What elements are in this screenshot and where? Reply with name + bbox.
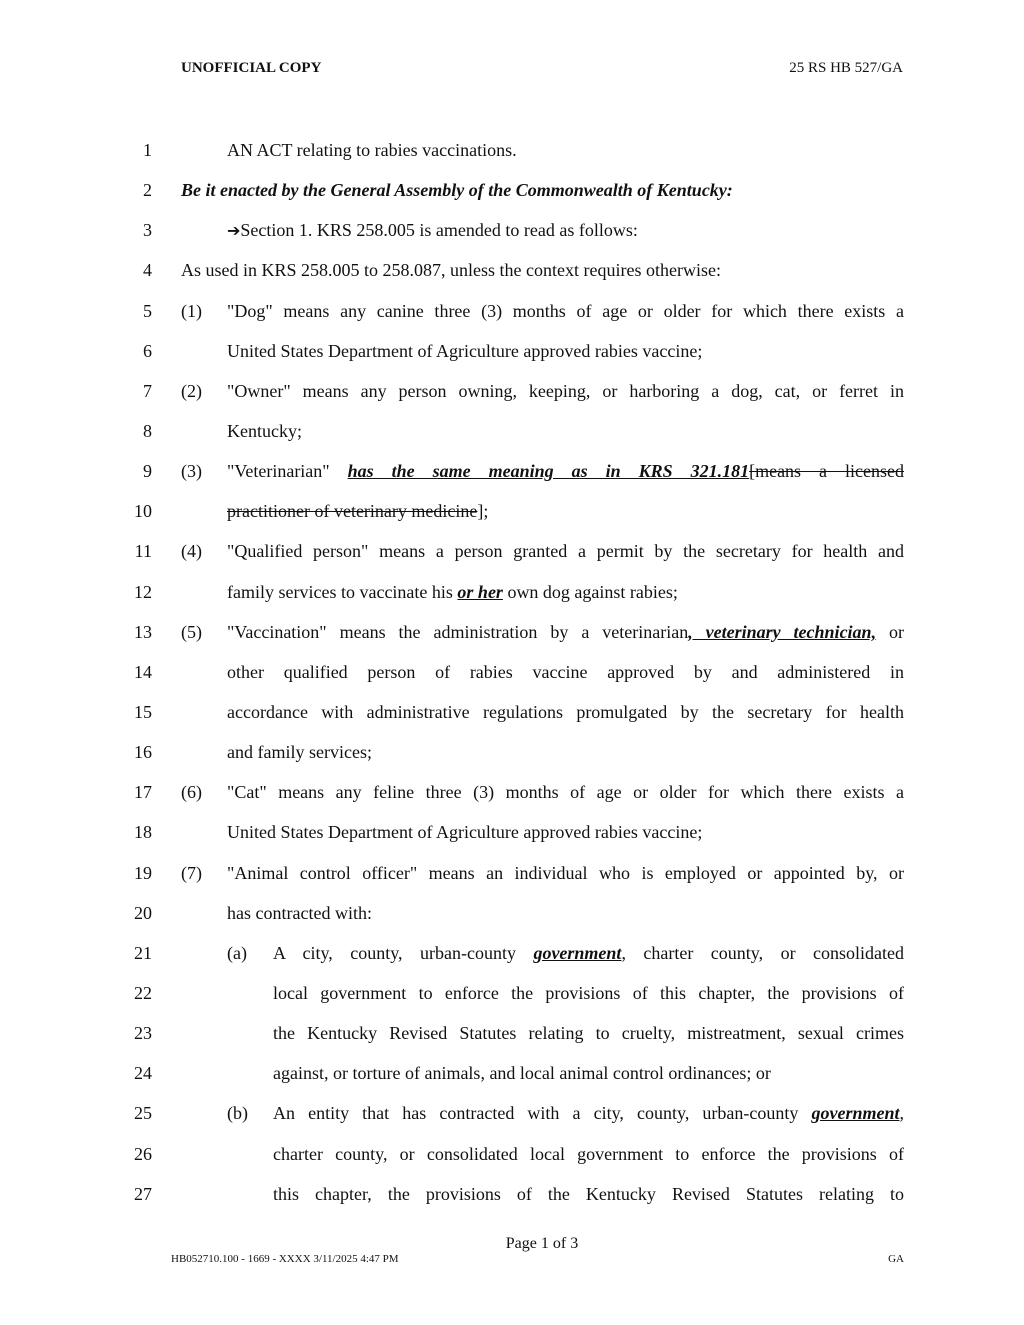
text-run: charter county, or consolidated local government to enforce the provisions of [273,1143,904,1164]
text-line [0,572,1024,612]
line-number: 18 [134,822,152,843]
line-text [181,170,904,210]
text-line [0,973,1024,1013]
text-run: own dog against rabies; [502,581,678,602]
text-line [0,210,1024,250]
line-text [227,451,904,491]
text-run: "Veterinarian" [227,461,348,482]
text-line [0,371,1024,411]
line-text [227,531,904,571]
document-body [0,130,1024,1214]
text-line [0,652,1024,692]
line-number: 8 [143,420,152,441]
inserted-text: government [811,1103,900,1124]
text-line [0,1093,1024,1133]
line-number: 17 [134,782,152,803]
line-number: 2 [143,180,152,201]
text-line [0,1053,1024,1093]
text-run: Section 1. KRS 258.005 is amended to read as follows: [240,220,638,241]
text-run: AN ACT relating to rabies vaccinations. [227,140,517,160]
text-run: "Qualified person" means a person granted a permit by the secretary for health and [227,541,904,562]
line-text [227,893,904,933]
text-line [0,531,1024,571]
list-marker: (7) [181,862,202,883]
text-line [0,692,1024,732]
text-run: "Animal control officer" means an individual who is employed or appointed by, or [227,862,904,883]
text-line [0,893,1024,933]
line-text [273,1174,904,1214]
text-run: local government to enforce the provisions of this chapter, the provisions of [273,982,904,1003]
text-run: , charter county, or consolidated [621,942,904,963]
text-run: An entity that has contracted with a city, county, urban-county [273,1103,812,1124]
line-text [273,1053,904,1093]
line-number: 23 [134,1023,152,1044]
line-number: 24 [134,1063,152,1084]
text-line [0,291,1024,331]
line-number: 4 [143,260,152,281]
line-text [273,933,904,973]
text-run: United States Department of Agriculture approved rabies vaccine; [227,340,703,361]
text-line [0,250,1024,290]
line-number: 11 [134,541,152,562]
text-line [0,411,1024,451]
line-text [227,291,904,331]
line-text [273,1134,904,1174]
line-text [227,491,904,531]
text-line [0,1134,1024,1174]
list-marker: (4) [181,541,202,562]
line-number: 7 [143,380,152,401]
line-text [227,130,904,170]
line-number: 25 [134,1103,152,1124]
line-text [227,772,904,812]
footer-ga: GA [888,1253,904,1265]
line-text [273,973,904,1013]
line-number: 5 [143,300,152,321]
line-text [227,652,904,692]
text-run: A city, county, urban-county [273,942,534,963]
text-run: , [899,1103,904,1124]
line-text [227,331,904,371]
line-number: 15 [134,701,152,722]
deleted-text: [means a licensed [749,461,904,482]
line-number: 16 [134,742,152,763]
text-run: ]; [477,501,489,522]
text-run: or [876,621,905,642]
line-number: 21 [134,942,152,963]
text-run: Kentucky; [227,420,302,441]
line-number: 6 [143,340,152,361]
list-marker: (1) [181,300,202,321]
list-marker: (a) [227,942,247,963]
text-line [0,612,1024,652]
line-number: 12 [134,581,152,602]
text-line [0,170,1024,210]
text-line [0,933,1024,973]
text-run: United States Department of Agriculture approved rabies vaccine; [227,822,703,843]
list-marker: (5) [181,621,202,642]
line-number: 9 [143,461,152,482]
deleted-text: practitioner of veterinary medicine [227,501,478,522]
list-marker: (b) [227,1103,248,1124]
list-marker: (3) [181,461,202,482]
text-line [0,130,1024,170]
line-text [273,1093,904,1133]
text-run: "Cat" means any feline three (3) months of age or older for which there exists a [227,782,904,803]
text-line [0,331,1024,371]
line-text [227,812,904,852]
document-id: HB052710.100 - 1669 - XXXX 3/11/2025 4:47 PM [171,1253,399,1265]
text-line [0,1013,1024,1053]
line-number: 1 [143,140,152,160]
text-run: accordance with administrative regulations promulgated by the secretary for health [227,701,904,722]
line-number: 22 [134,982,152,1003]
text-run: has contracted with: [227,902,372,923]
text-line [0,451,1024,491]
line-text [227,692,904,732]
list-marker: (6) [181,782,202,803]
text-run: against, or torture of animals, and local animal control ordinances; or [273,1063,771,1084]
line-number: 10 [134,501,152,522]
line-number: 26 [134,1143,152,1164]
text-run: "Dog" means any canine three (3) months of age or older for which there exists a [227,300,904,321]
line-text [227,612,904,652]
inserted-text: government [533,942,622,963]
text-line [0,732,1024,772]
line-number: 3 [143,220,152,241]
inserted-text: , veterinary technician, [688,621,877,642]
list-marker: (2) [181,380,202,401]
page-number: Page 1 of 3 [505,1235,579,1252]
text-run: "Owner" means any person owning, keeping, or harboring a dog, cat, or ferret in [227,380,904,401]
line-text [181,250,904,290]
arrow-icon: ➔ [227,221,241,241]
line-number: 19 [134,862,152,883]
line-number: 20 [134,902,152,923]
text-run: the Kentucky Revised Statutes relating to cruelty, mistreatment, sexual crimes [273,1023,904,1044]
header-right: 25 RS HB 527/GA [789,60,903,76]
header-left: UNOFFICIAL COPY [181,60,322,76]
line-text [227,732,904,772]
line-number: 14 [134,661,152,682]
line-text [227,411,904,451]
text-run: and family services; [227,742,372,763]
line-text [227,853,904,893]
text-line [0,812,1024,852]
text-line [0,491,1024,531]
text-line [0,772,1024,812]
text-run: As used in KRS 258.005 to 258.087, unless the context requires otherwise: [181,260,721,281]
text-line [0,853,1024,893]
line-number: 27 [134,1183,152,1204]
line-text [227,572,904,612]
inserted-text: has the same meaning as in KRS 321.181 [347,461,750,482]
line-text [273,1013,904,1053]
line-text [227,371,904,411]
line-text [227,210,904,251]
text-run: other qualified person of rabies vaccine approved by and administered in [227,661,904,682]
text-run: family services to vaccinate his [227,581,458,602]
line-number: 13 [134,621,152,642]
text-run: "Vaccination" means the administration by a veterinarian [227,621,689,642]
text-run: Be it enacted by the General Assembly of the Commonwealth of Kentucky: [181,180,733,201]
text-line [0,1174,1024,1214]
inserted-text: or her [457,581,503,602]
text-run: this chapter, the provisions of the Kentucky Revised Statutes relating to [273,1183,904,1204]
